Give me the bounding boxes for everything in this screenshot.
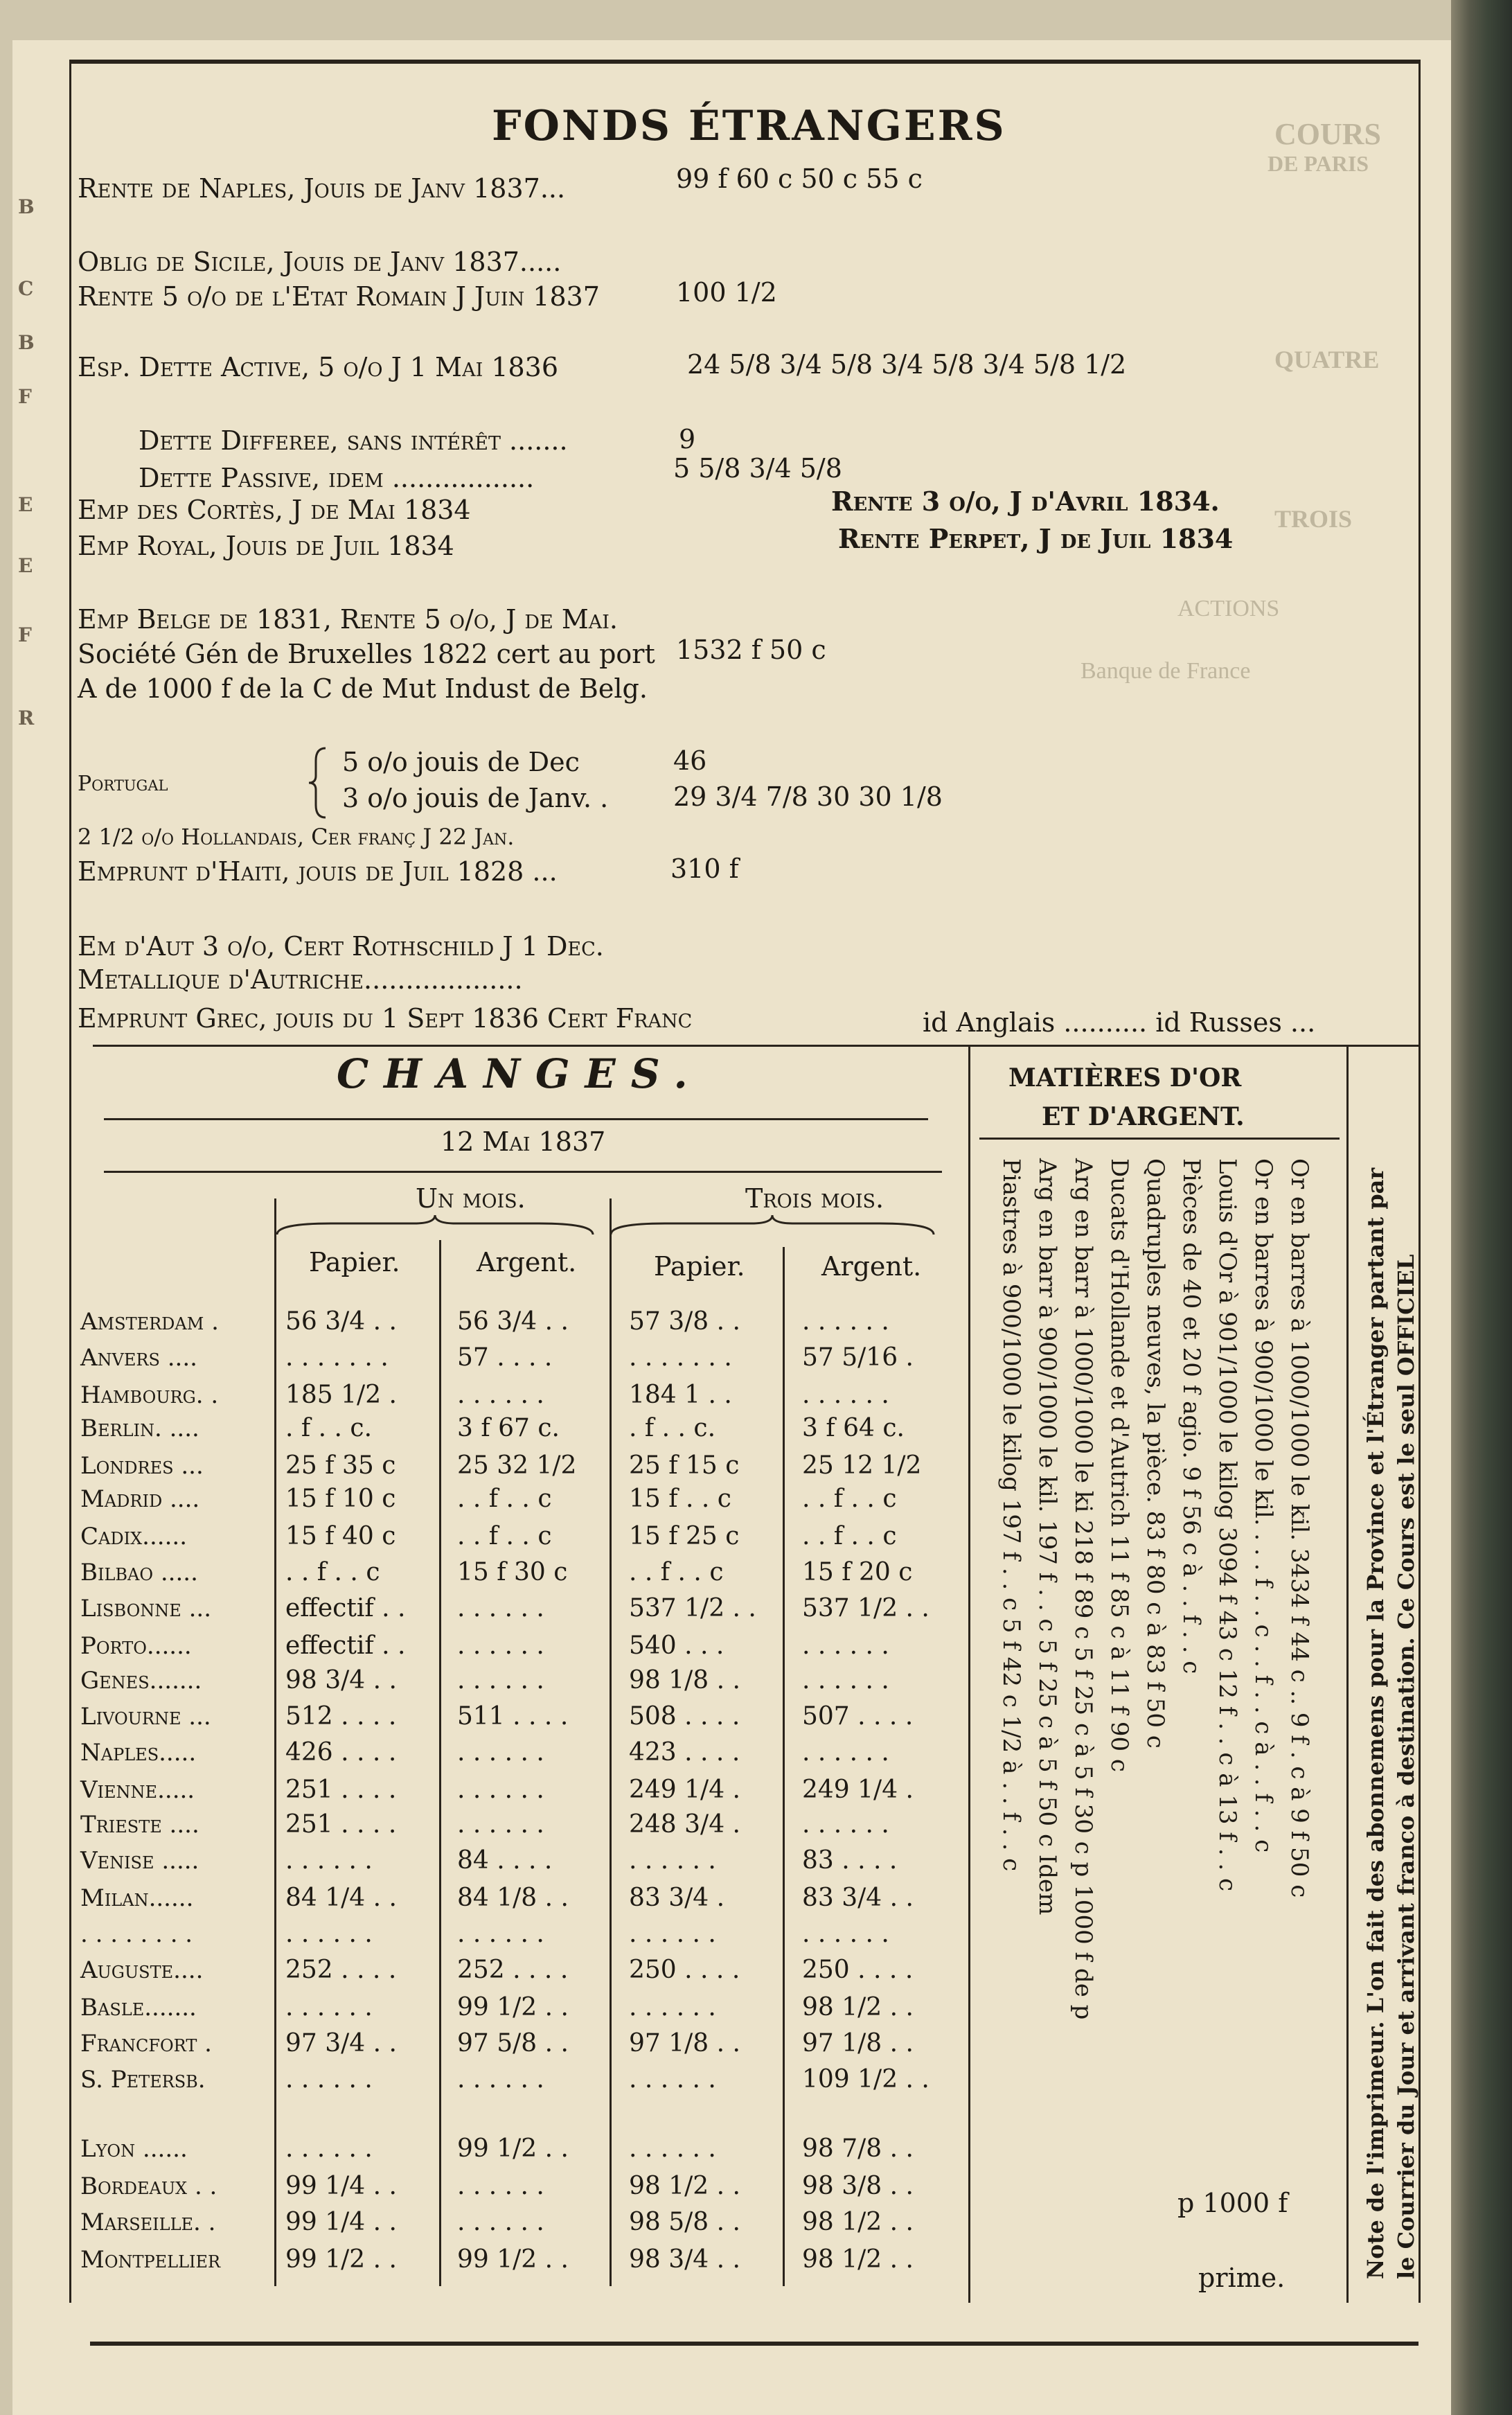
bleed-text: DE PARIS [1268, 151, 1369, 176]
exchange-rate-cell: 83 3/4 . [629, 1884, 725, 1912]
fonds-label: Emp Belge de 1831, Rente 5 o/o, J de Mai. [78, 604, 618, 635]
fonds-label: Metallique d'Autriche................... [78, 964, 523, 995]
exchange-city: Auguste.... [80, 1956, 204, 1984]
exchange-city: S. Petersb. [80, 2066, 206, 2094]
exchange-rate-cell: 512 . . . . [285, 1702, 397, 1731]
exchange-rate-cell: . . . . . . [629, 1920, 716, 1948]
exchange-rate-cell: . . . . . . [629, 1846, 716, 1875]
exchange-city: Milan...... [80, 1884, 194, 1912]
side-note-line: Note de l'imprimeur. L'on fait des abonnemens pour la Province et l'Étranger partant par [1362, 1167, 1389, 2279]
exchange-rate-cell: 184 1 . . [629, 1381, 732, 1409]
exchange-rate-cell: 98 1/2 . . [802, 2208, 914, 2236]
exchange-rate-cell: . . . . . . [285, 1920, 373, 1948]
exchange-city: Genes....... [80, 1667, 202, 1695]
book-binding [1451, 0, 1512, 2415]
matieres-line: Quadruples neuves, la pièce. 83 f 80 c à 83 f 50 c [1141, 1158, 1169, 1749]
exchange-rate-cell: 98 3/4 . . [629, 2245, 740, 2274]
exchange-city: Anvers .... [80, 1344, 197, 1372]
fonds-value: 99 f 60 c 50 c 55 c [676, 163, 923, 194]
exchange-rate-cell: 25 12 1/2 [802, 1451, 922, 1480]
fonds-value: 310 f [670, 853, 739, 884]
exchange-city: Bordeaux . . [80, 2173, 217, 2200]
margin-letter: B [18, 195, 35, 218]
exchange-rate-cell: 97 1/8 . . [629, 2029, 740, 2058]
bleed-text: ACTIONS [1177, 596, 1280, 621]
bleed-text: QUATRE [1274, 346, 1380, 373]
group-brace-icon [610, 1214, 935, 1237]
matieres-line: Louis d'Or à 901/1000 le kilog 3094 f 43 c 12 f . . c à 13 f . . c [1213, 1158, 1241, 1892]
fonds-value: 46 [673, 745, 707, 776]
fonds-label: Rente 5 o/o de l'Etat Romain J Juin 1837 [78, 281, 600, 312]
exchange-rate-cell: . . . . . . . [629, 1343, 732, 1372]
changes-date: 12 Mai 1837 [441, 1126, 606, 1157]
exchange-city: Basle....... [80, 1994, 197, 2022]
matieres-line: Pièces de 40 et 20 f agio. 9 f 56 c à . . f . . c [1177, 1158, 1205, 1674]
exchange-rate-cell: 99 1/4 . . [285, 2172, 397, 2200]
fonds-label: Emp Royal, Jouis de Juil 1834 [78, 531, 454, 561]
exchange-rate-cell: 537 1/2 . . [802, 1594, 930, 1622]
exchange-rate-cell: . . . . . . [457, 1594, 544, 1622]
group-brace-icon [276, 1214, 594, 1237]
exchange-rate-cell: 3 f 67 c. [457, 1414, 560, 1442]
exchange-city: Venise ..... [80, 1847, 199, 1875]
fonds-label: 2 1/2 o/o Hollandais, Cer franç J 22 Jan. [78, 824, 515, 850]
matieres-p1000: p 1000 f [1177, 2188, 1288, 2218]
matieres-line: Arg en barr à 1000/1000 le ki 218 f 89 c 5 f 25 c à 5 f 30 c p 1000 f de p [1069, 1158, 1097, 2020]
fonds-value: 24 5/8 3/4 5/8 3/4 5/8 3/4 5/8 1/2 [687, 349, 1127, 380]
exchange-rate-cell: 98 5/8 . . [629, 2208, 740, 2236]
bleed-text: COURS [1274, 117, 1382, 151]
matieres-rule [979, 1138, 1340, 1140]
exchange-rate-cell: 99 1/2 . . [457, 1993, 569, 2022]
fonds-value: Rente Perpet, J de Juil 1834 [838, 523, 1234, 554]
exchange-city: Madrid .... [80, 1485, 200, 1513]
exchange-city: Vienne..... [80, 1776, 195, 1804]
margin-letter: B [18, 331, 35, 354]
exchange-rate-cell: . . . . . . [457, 2208, 544, 2236]
matieres-prime: prime. [1198, 2263, 1286, 2293]
exchange-city: Marseille. . [80, 2209, 216, 2236]
frame-left-rule [69, 60, 71, 2303]
exchange-rate-cell: . . . . . . [285, 2065, 373, 2094]
margin-letter: C [18, 277, 34, 300]
exchange-rate-cell: 98 1/2 . . [802, 2245, 914, 2274]
exchange-rate-cell: 99 1/2 . . [457, 2245, 569, 2274]
exchange-rate-cell: . . f . . c [802, 1485, 897, 1513]
exchange-rate-cell: 423 . . . . [629, 1738, 740, 1767]
exchange-rate-cell: 56 3/4 . . [285, 1307, 397, 1336]
exchange-city: Francfort . [80, 2030, 212, 2058]
fonds-label: Emprunt d'Haiti, jouis de Juil 1828 ... [78, 856, 558, 887]
fonds-value: 29 3/4 7/8 30 30 1/8 [673, 781, 943, 812]
column-divider [968, 1045, 970, 2303]
exchange-rate-cell: . . . . . . [802, 1381, 889, 1409]
exchange-rate-cell: 98 3/4 . . [285, 1666, 397, 1695]
exchange-rate-cell: . . . . . . [457, 1776, 544, 1804]
exchange-rate-cell: 248 3/4 . [629, 1810, 740, 1839]
fonds-label: Dette Passive, idem ................. [139, 463, 535, 493]
exchange-rate-cell: . . . . . . [457, 1631, 544, 1660]
exchange-rate-cell: 15 f 40 c [285, 1522, 396, 1550]
exchange-rate-cell: . . . . . . [629, 2134, 716, 2163]
matieres-title: ET D'ARGENT. [1042, 1102, 1245, 1131]
subheader-papier: Papier. [309, 1247, 400, 1277]
fonds-label: Oblig de Sicile, Jouis de Janv 1837..... [78, 247, 562, 277]
subheader-argent: Argent. [821, 1251, 922, 1282]
exchange-rate-cell: 252 . . . . [285, 1956, 397, 1984]
exchange-rate-cell: 426 . . . . [285, 1738, 397, 1767]
exchange-rate-cell: 250 . . . . [802, 1956, 914, 1984]
fonds-value: 1532 f 50 c [676, 635, 826, 665]
table-col-rule [610, 1198, 612, 2286]
exchange-city: Cadix...... [80, 1523, 188, 1550]
exchange-rate-cell: 249 1/4 . [802, 1776, 914, 1804]
exchange-rate-cell: . . . . . . [457, 1381, 544, 1409]
table-col-rule [439, 1240, 441, 2286]
exchange-rate-cell: 84 1/4 . . [285, 1884, 397, 1912]
exchange-rate-cell: 251 . . . . [285, 1776, 397, 1804]
exchange-rate-cell: 25 32 1/2 [457, 1451, 577, 1480]
table-col-rule [783, 1247, 785, 2286]
fonds-label: Dette Differee, sans intérêt ....... [139, 425, 568, 456]
exchange-city: Lyon ...... [80, 2135, 188, 2163]
exchange-rate-cell: . . . . . . [285, 2134, 373, 2163]
exchange-rate-cell: 15 f 10 c [285, 1485, 396, 1513]
exchange-rate-cell: 57 5/16 . [802, 1343, 914, 1372]
exchange-city: Trieste .... [80, 1811, 199, 1839]
exchange-rate-cell: 109 1/2 . . [802, 2065, 930, 2094]
exchange-city: Hambourg. . [80, 1381, 219, 1409]
exchange-rate-cell: . . . . . . [802, 1810, 889, 1839]
exchange-rate-cell: 249 1/4 . [629, 1776, 740, 1804]
exchange-rate-cell: 511 . . . . [457, 1702, 569, 1731]
table-col-rule [274, 1198, 276, 2286]
exchange-rate-cell: 98 7/8 . . [802, 2134, 914, 2163]
fonds-value: Rente 3 o/o, J d'Avril 1834. [831, 486, 1220, 517]
exchange-rate-cell: . . . . . . [285, 1846, 373, 1875]
changes-rule [104, 1171, 942, 1173]
matieres-line: Or en barres à 900/1000 le kil. . . . f . . c . . f . . c à . . f . . c [1249, 1158, 1277, 1853]
exchange-city: Naples..... [80, 1739, 197, 1767]
exchange-rate-cell: 99 1/2 . . [285, 2245, 397, 2274]
exchange-rate-cell: 97 5/8 . . [457, 2029, 569, 2058]
exchange-rate-cell: 98 1/2 . . [802, 1993, 914, 2022]
exchange-rate-cell: 57 3/8 . . [629, 1307, 740, 1336]
exchange-rate-cell: 57 . . . . [457, 1343, 553, 1372]
exchange-rate-cell: 25 f 15 c [629, 1451, 740, 1480]
exchange-rate-cell: . . f . . c [802, 1522, 897, 1550]
exchange-rate-cell: . . . . . . [802, 1631, 889, 1660]
exchange-city: Amsterdam . [80, 1308, 219, 1336]
exchange-rate-cell: 250 . . . . [629, 1956, 740, 1984]
changes-rule [104, 1118, 928, 1120]
exchange-city: Berlin. .... [80, 1415, 199, 1442]
exchange-city: Londres ... [80, 1452, 204, 1480]
exchange-rate-cell: 84 1/8 . . [457, 1884, 569, 1912]
fonds-label: Esp. Dette Active, 5 o/o J 1 Mai 1836 [78, 352, 559, 382]
bleed-text: TROIS [1274, 505, 1353, 533]
margin-letter: R [18, 707, 35, 729]
exchange-rate-cell: . . . . . . [457, 1666, 544, 1695]
exchange-rate-cell: . . . . . . [802, 1307, 889, 1336]
exchange-rate-cell: 15 f . . c [629, 1485, 731, 1513]
exchange-rate-cell: 537 1/2 . . [629, 1594, 756, 1622]
side-note-line: le Courrier du Jour et arrivant franco à destination. Ce Cours est le seul OFFICIEL [1393, 1254, 1419, 2279]
exchange-rate-cell: . f . . c. [629, 1414, 716, 1442]
frame-top-rule [69, 60, 1418, 64]
exchange-rate-cell: 97 3/4 . . [285, 2029, 397, 2058]
frame-bottom-rule [90, 2342, 1418, 2346]
fonds-label: Société Gén de Bruxelles 1822 cert au port [78, 639, 655, 669]
exchange-rate-cell: 25 f 35 c [285, 1451, 396, 1480]
exchange-rate-cell: 15 f 20 c [802, 1558, 913, 1586]
subheader-papier: Papier. [654, 1251, 745, 1282]
matieres-line: Arg en barr à 900/1000 le kil. 197 f . . c 5 f 25 c à 5 f 50 c Idem [1033, 1158, 1061, 1916]
exchange-rate-cell: . . . . . . [629, 2065, 716, 2094]
exchange-rate-cell: 540 . . . [629, 1631, 724, 1660]
matieres-line: Ducats d'Hollande et d'Autrich 11 f 85 c à 11 f 90 c [1105, 1158, 1133, 1772]
exchange-city: Lisbonne ... [80, 1595, 212, 1622]
exchange-rate-cell: 98 3/8 . . [802, 2172, 914, 2200]
exchange-rate-cell: 83 3/4 . . [802, 1884, 914, 1912]
section-divider [93, 1045, 1418, 1047]
margin-letter: E [18, 493, 33, 516]
exchange-rate-cell: 185 1/2 . [285, 1381, 397, 1409]
exchange-rate-cell: . . . . . . [457, 1810, 544, 1839]
exchange-rate-cell: . . . . . . [285, 1993, 373, 2022]
exchange-rate-cell: 98 1/8 . . [629, 1666, 740, 1695]
portugal-label: Portugal [78, 772, 168, 796]
exchange-rate-cell: 99 1/2 . . [457, 2134, 569, 2163]
exchange-rate-cell: 508 . . . . [629, 1702, 740, 1731]
group-header-trois-mois: Trois mois. [745, 1183, 884, 1214]
exchange-rate-cell: 83 . . . . [802, 1846, 898, 1875]
exchange-rate-cell: . . f . . c [457, 1522, 552, 1550]
exchange-rate-cell: . . f . . c [629, 1558, 724, 1586]
column-divider [1346, 1045, 1349, 2303]
exchange-rate-cell: 15 f 30 c [457, 1558, 568, 1586]
exchange-city: Livourne ... [80, 1703, 211, 1731]
exchange-city: Porto...... [80, 1632, 192, 1660]
matieres-title: MATIÈRES D'OR [1008, 1063, 1242, 1092]
exchange-rate-cell: 252 . . . . [457, 1956, 569, 1984]
exchange-city: . . . . . . . . [80, 1920, 193, 1948]
exchange-rate-cell: 3 f 64 c. [802, 1414, 905, 1442]
matieres-line: Piastres à 900/1000 le kilog 197 f . . c 5 f 42 c 1/2 à . . f . . c [997, 1158, 1025, 1872]
matieres-line: Or en barres à 1000/1000 le kil. 3434 f 44 c .. 9 f . c à 9 f 50 c [1286, 1158, 1313, 1898]
fonds-label: 3 o/o jouis de Janv. . [342, 783, 609, 813]
margin-letter: E [18, 554, 33, 577]
exchange-rate-cell: . . . . . . [457, 1738, 544, 1767]
exchange-rate-cell: . . . . . . [457, 1920, 544, 1948]
exchange-rate-cell: 15 f 25 c [629, 1522, 740, 1550]
exchange-rate-cell: . . . . . . [629, 1993, 716, 2022]
exchange-rate-cell: . f . . c. [285, 1414, 373, 1442]
exchange-rate-cell: . . . . . . [802, 1666, 889, 1695]
fonds-label: 5 o/o jouis de Dec [342, 747, 580, 777]
exchange-rate-cell: 84 . . . . [457, 1846, 553, 1875]
fonds-label: Emprunt Grec, jouis du 1 Sept 1836 Cert Franc [78, 1003, 693, 1034]
margin-letter: F [18, 623, 32, 646]
exchange-rate-cell: 56 3/4 . . [457, 1307, 569, 1336]
exchange-rate-cell: 99 1/4 . . [285, 2208, 397, 2236]
exchange-rate-cell: . . . . . . [802, 1738, 889, 1767]
fonds-value: 5 5/8 3/4 5/8 [673, 453, 842, 484]
portugal-brace-icon [308, 747, 328, 819]
fonds-value: 100 1/2 [676, 277, 777, 308]
exchange-rate-cell: . . . . . . [802, 1920, 889, 1948]
exchange-rate-cell: . . . . . . [457, 2065, 544, 2094]
fonds-label: Emp des Cortès, J de Mai 1834 [78, 495, 471, 525]
group-header-un-mois: Un mois. [416, 1183, 526, 1214]
fonds-value: 9 [679, 424, 696, 454]
exchange-rate-cell: . . f . . c [457, 1485, 552, 1513]
fonds-title: FONDS ÉTRANGERS [492, 102, 1006, 150]
exchange-city: Bilbao ..... [80, 1559, 198, 1586]
exchange-rate-cell: 97 1/8 . . [802, 2029, 914, 2058]
exchange-rate-cell: . . . . . . [457, 2172, 544, 2200]
exchange-rate-cell: effectif . . [285, 1594, 406, 1622]
exchange-rate-cell: 98 1/2 . . [629, 2172, 740, 2200]
exchange-rate-cell: . . f . . c [285, 1558, 380, 1586]
exchange-rate-cell: effectif . . [285, 1631, 406, 1660]
fonds-label: Em d'Aut 3 o/o, Cert Rothschild J 1 Dec. [78, 931, 604, 962]
exchange-rate-cell: . . . . . . . [285, 1343, 389, 1372]
changes-title: CHANGES. [337, 1050, 703, 1097]
fonds-label: A de 1000 f de la C de Mut Indust de Belg. [78, 673, 648, 704]
exchange-city: Montpellier [80, 2246, 221, 2274]
fonds-value: id Anglais .......... id Russes ... [923, 1007, 1316, 1038]
exchange-rate-cell: 507 . . . . [802, 1702, 914, 1731]
margin-letter: F [18, 385, 32, 408]
subheader-argent: Argent. [477, 1247, 577, 1277]
fonds-label: Rente de Naples, Jouis de Janv 1837... [78, 173, 566, 204]
exchange-rate-cell: 251 . . . . [285, 1810, 397, 1839]
bleed-text: Banque de France [1080, 658, 1251, 684]
